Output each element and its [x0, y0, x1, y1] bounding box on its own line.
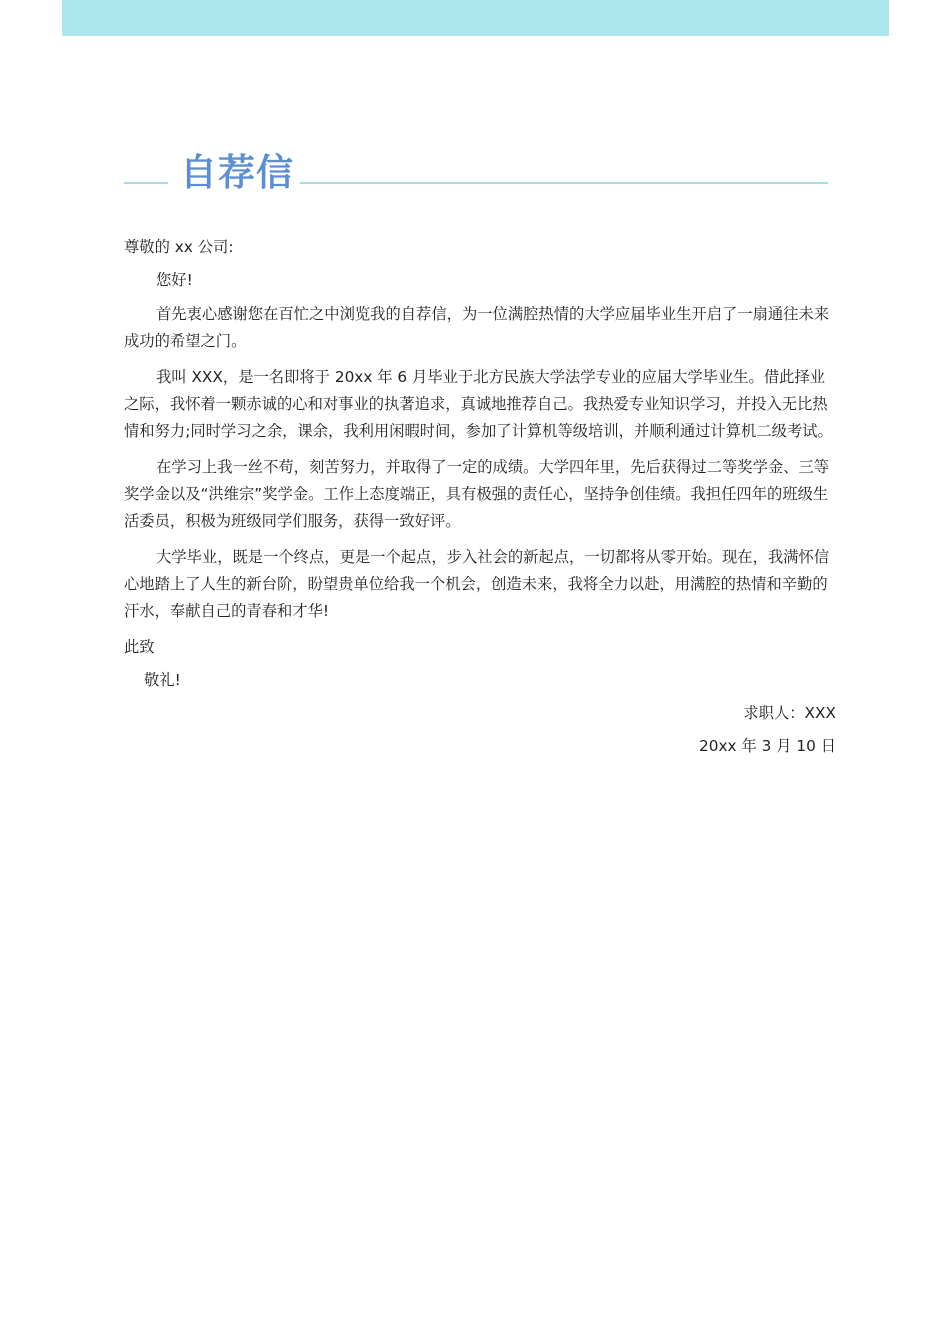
closing-line-2: 敬礼! — [144, 671, 181, 689]
paragraph-3: 在学习上我一丝不苟，刻苦努力，并取得了一定的成绩。大学四年里，先后获得过二等奖学金、三等奖学金以及“洪维宗”奖学金。工作上态度端正，具有极强的责任心，坚持争创佳绩。我担任四年的班级生活委员，积极为班级同学们服务，获得一致好评。 — [124, 458, 830, 530]
title-rule-right — [300, 182, 828, 184]
title-row — [124, 140, 828, 200]
greeting: 您好! — [156, 271, 193, 289]
signature: 求职人：XXX — [743, 704, 836, 722]
page-title: 自荐信 — [180, 151, 294, 194]
paragraph-2: 我叫 XXX，是一名即将于 20xx 年 6 月毕业于北方民族大学法学专业的应届大学毕业生。借此择业之际，我怀着一颗赤诚的心和对事业的执著追求，真诚地推荐自己。我热爱专业知识学习，并投入无比热情和努力;同时学习之余，课余，我利用闲暇时间，参加了计算机等级培训，并顺利通过计算机二级考试。 — [124, 368, 833, 440]
letter-body — [124, 234, 836, 760]
paragraph-4: 大学毕业，既是一个终点，更是一个起点，步入社会的新起点，一切都将从零开始。现在，我满怀信心地踏上了人生的新台阶，盼望贵单位给我一个机会，创造未来，我将全力以赴，用满腔的热情和辛勤的汗水，奉献自己的青春和才华! — [124, 548, 830, 620]
top-banner — [62, 0, 889, 36]
date: 20xx 年 3 月 10 日 — [699, 737, 836, 755]
salutation: 尊敬的 xx 公司: — [124, 238, 234, 256]
title-rule-left — [124, 182, 168, 184]
paragraph-1: 首先衷心感谢您在百忙之中浏览我的自荐信，为一位满腔热情的大学应届毕业生开启了一扇通往未来成功的希望之门。 — [124, 305, 830, 350]
closing-line-1: 此致 — [124, 638, 155, 656]
